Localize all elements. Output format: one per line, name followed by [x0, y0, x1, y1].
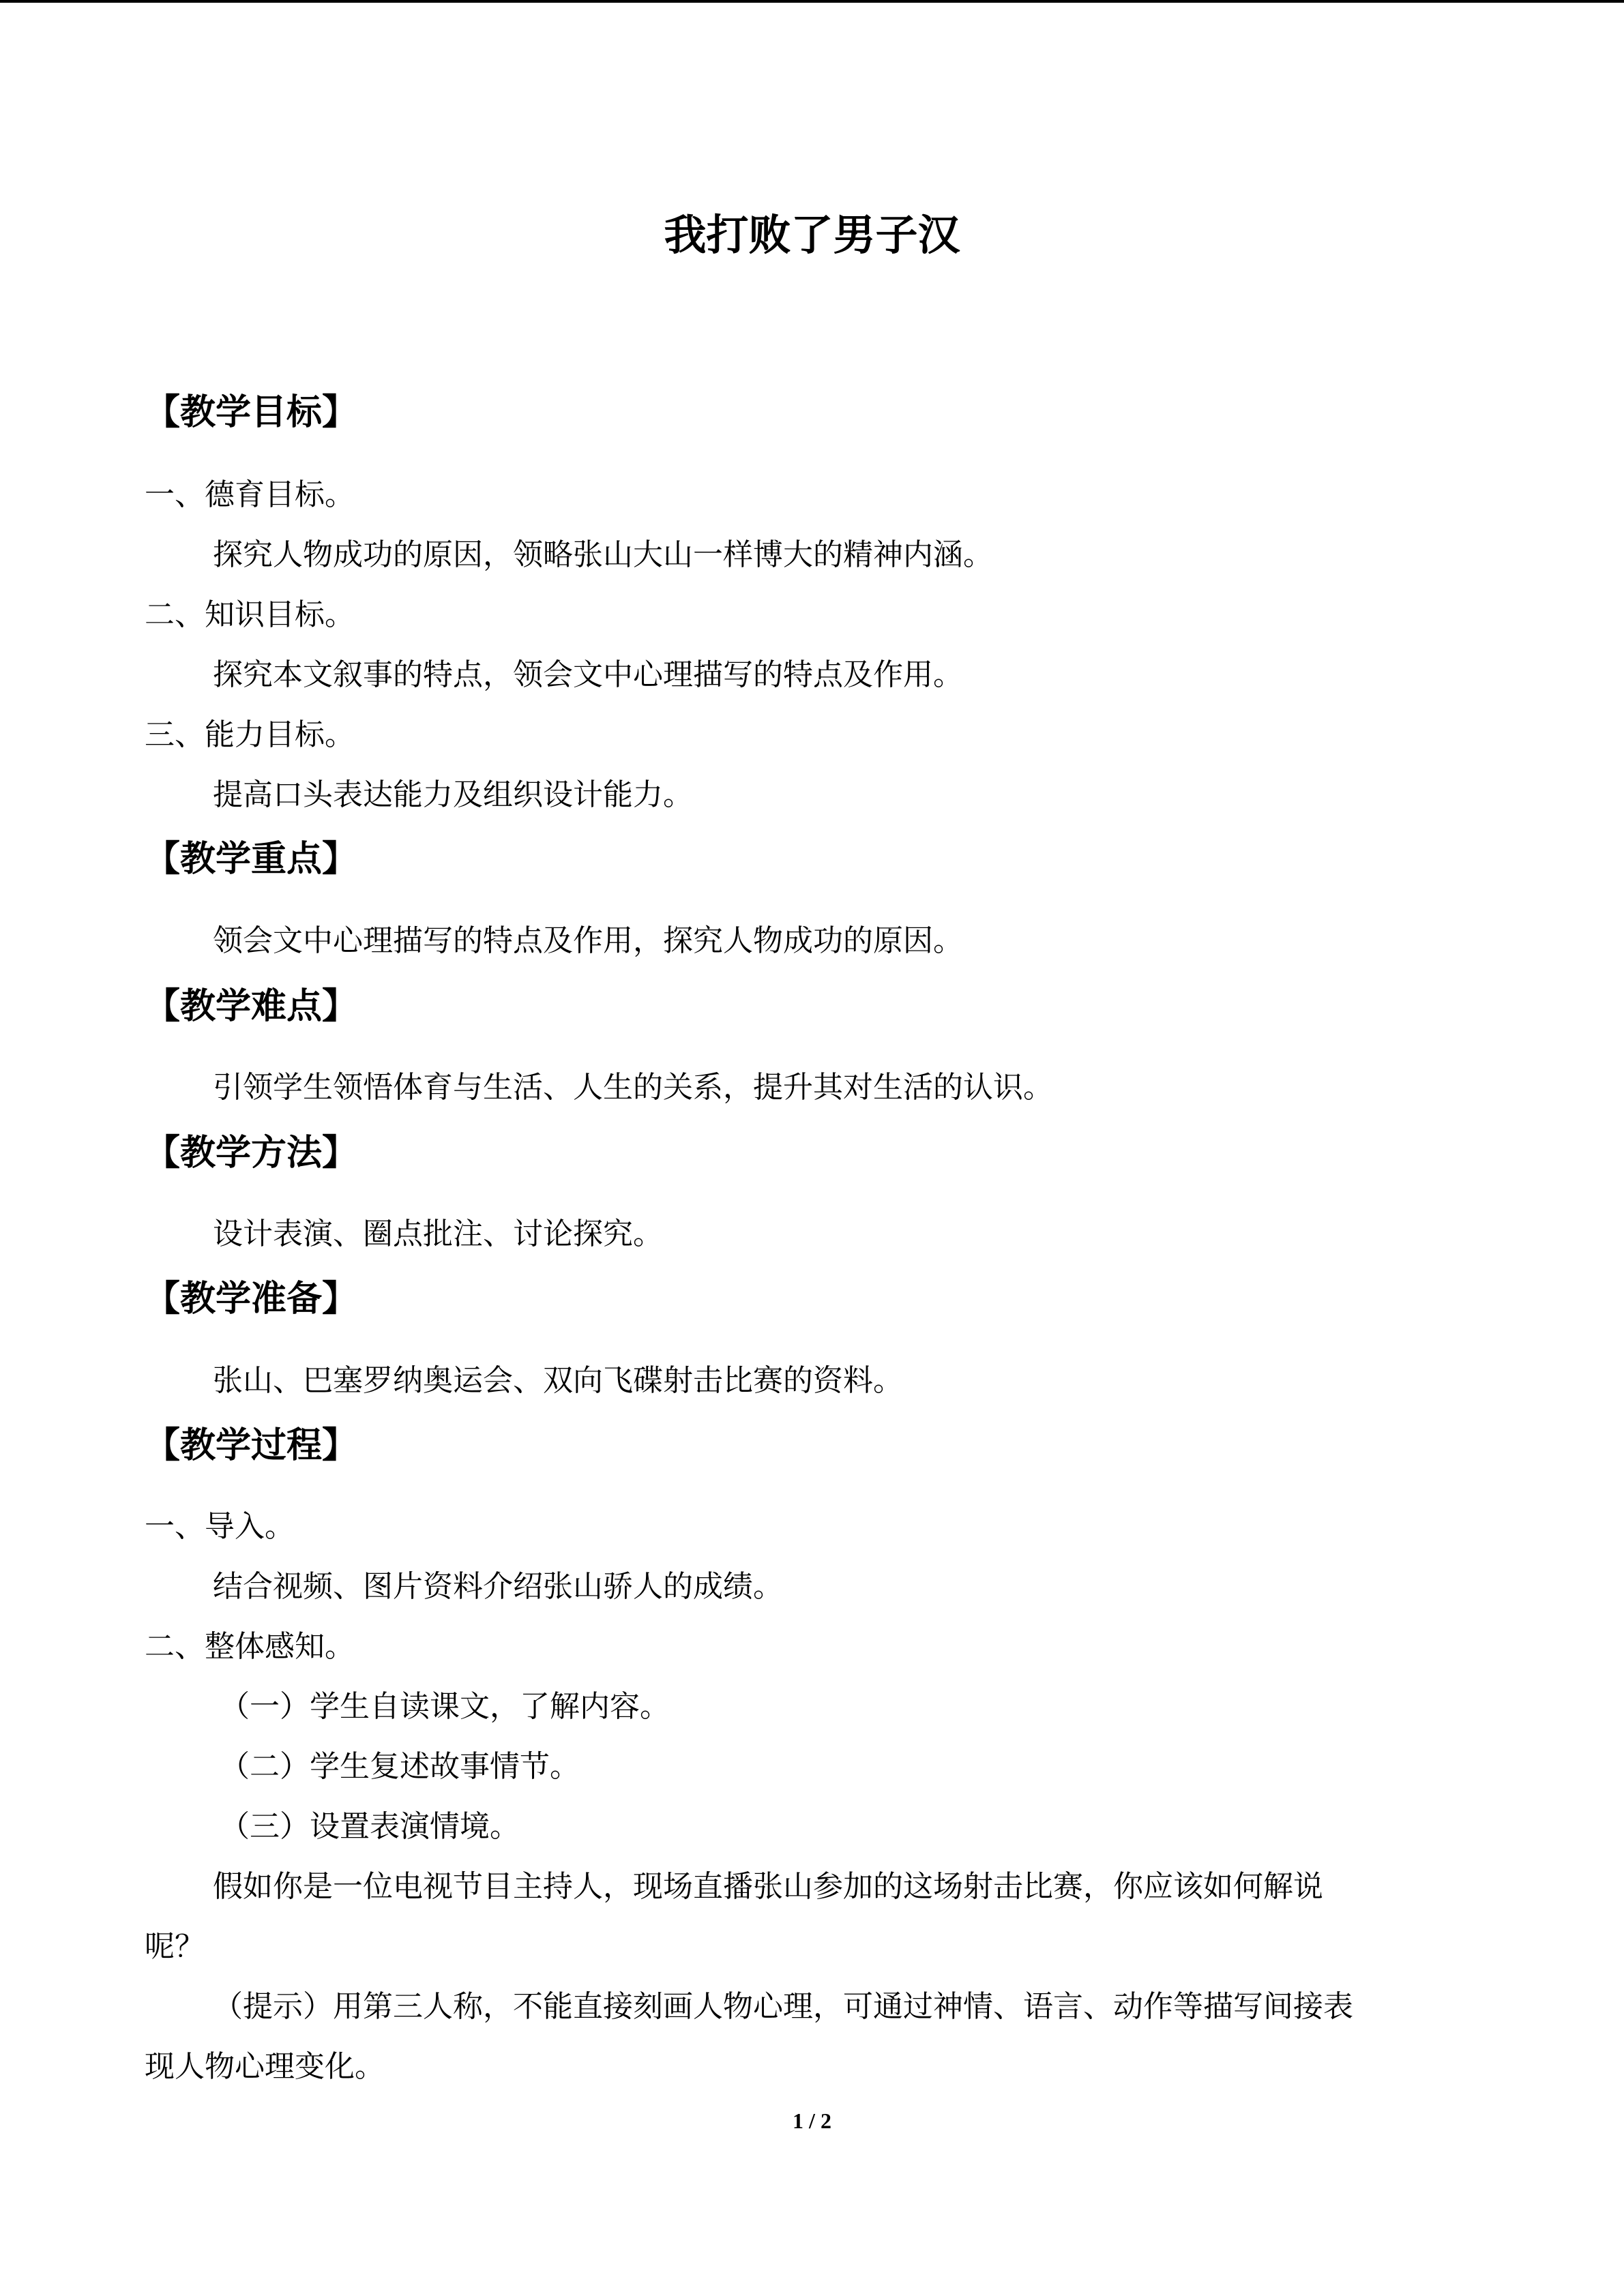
key-points-text: 领会文中心理描写的特点及作用，探究人物成功的原因。: [213, 923, 963, 958]
scenario-paragraph-line-2: 呢？: [145, 1929, 205, 1964]
moral-objective-label: 一、德育目标。: [145, 477, 355, 512]
intro-label: 一、导入。: [145, 1509, 295, 1544]
preparation-text: 张山、巴塞罗纳奥运会、双向飞碟射击比赛的资料。: [213, 1363, 903, 1398]
heading-process: 【教学过程】: [145, 1425, 358, 1466]
knowledge-objective-text: 探究本文叙事的特点，领会文中心理描写的特点及作用。: [213, 657, 963, 692]
top-border: [0, 0, 1624, 3]
overall-label: 二、整体感知。: [145, 1629, 355, 1664]
heading-methods: 【教学方法】: [145, 1133, 358, 1174]
step-3: （三）设置表演情境。: [220, 1809, 520, 1844]
hint-paragraph-line-2: 现人物心理变化。: [145, 2049, 385, 2084]
methods-text: 设计表演、圈点批注、讨论探究。: [213, 1217, 663, 1251]
ability-objective-label: 三、能力目标。: [145, 717, 355, 752]
document-title: 我打败了男子汉: [664, 210, 960, 260]
heading-difficulties: 【教学难点】: [145, 986, 358, 1027]
heading-preparation: 【教学准备】: [145, 1279, 358, 1320]
ability-objective-text: 提高口头表达能力及组织设计能力。: [213, 777, 693, 812]
page-number: 1 / 2: [793, 2108, 831, 2133]
difficulties-text: 引领学生领悟体育与生活、人生的关系，提升其对生活的认识。: [213, 1070, 1053, 1105]
scenario-paragraph-line-1: 假如你是一位电视节目主持人，现场直播张山参加的这场射击比赛，你应该如何解说: [213, 1869, 1323, 1904]
knowledge-objective-label: 二、知识目标。: [145, 597, 355, 632]
hint-paragraph-line-1: （提示）用第三人称，不能直接刻画人物心理，可通过神情、语言、动作等描写间接表: [213, 1989, 1353, 2024]
step-1: （一）学生自读课文，了解内容。: [220, 1689, 670, 1724]
heading-key-points: 【教学重点】: [145, 839, 358, 880]
heading-objectives: 【教学目标】: [145, 392, 358, 433]
step-2: （二）学生复述故事情节。: [220, 1749, 580, 1784]
intro-text: 结合视频、图片资料介绍张山骄人的成绩。: [213, 1569, 783, 1604]
moral-objective-text: 探究人物成功的原因，领略张山大山一样博大的精神内涵。: [213, 537, 993, 572]
